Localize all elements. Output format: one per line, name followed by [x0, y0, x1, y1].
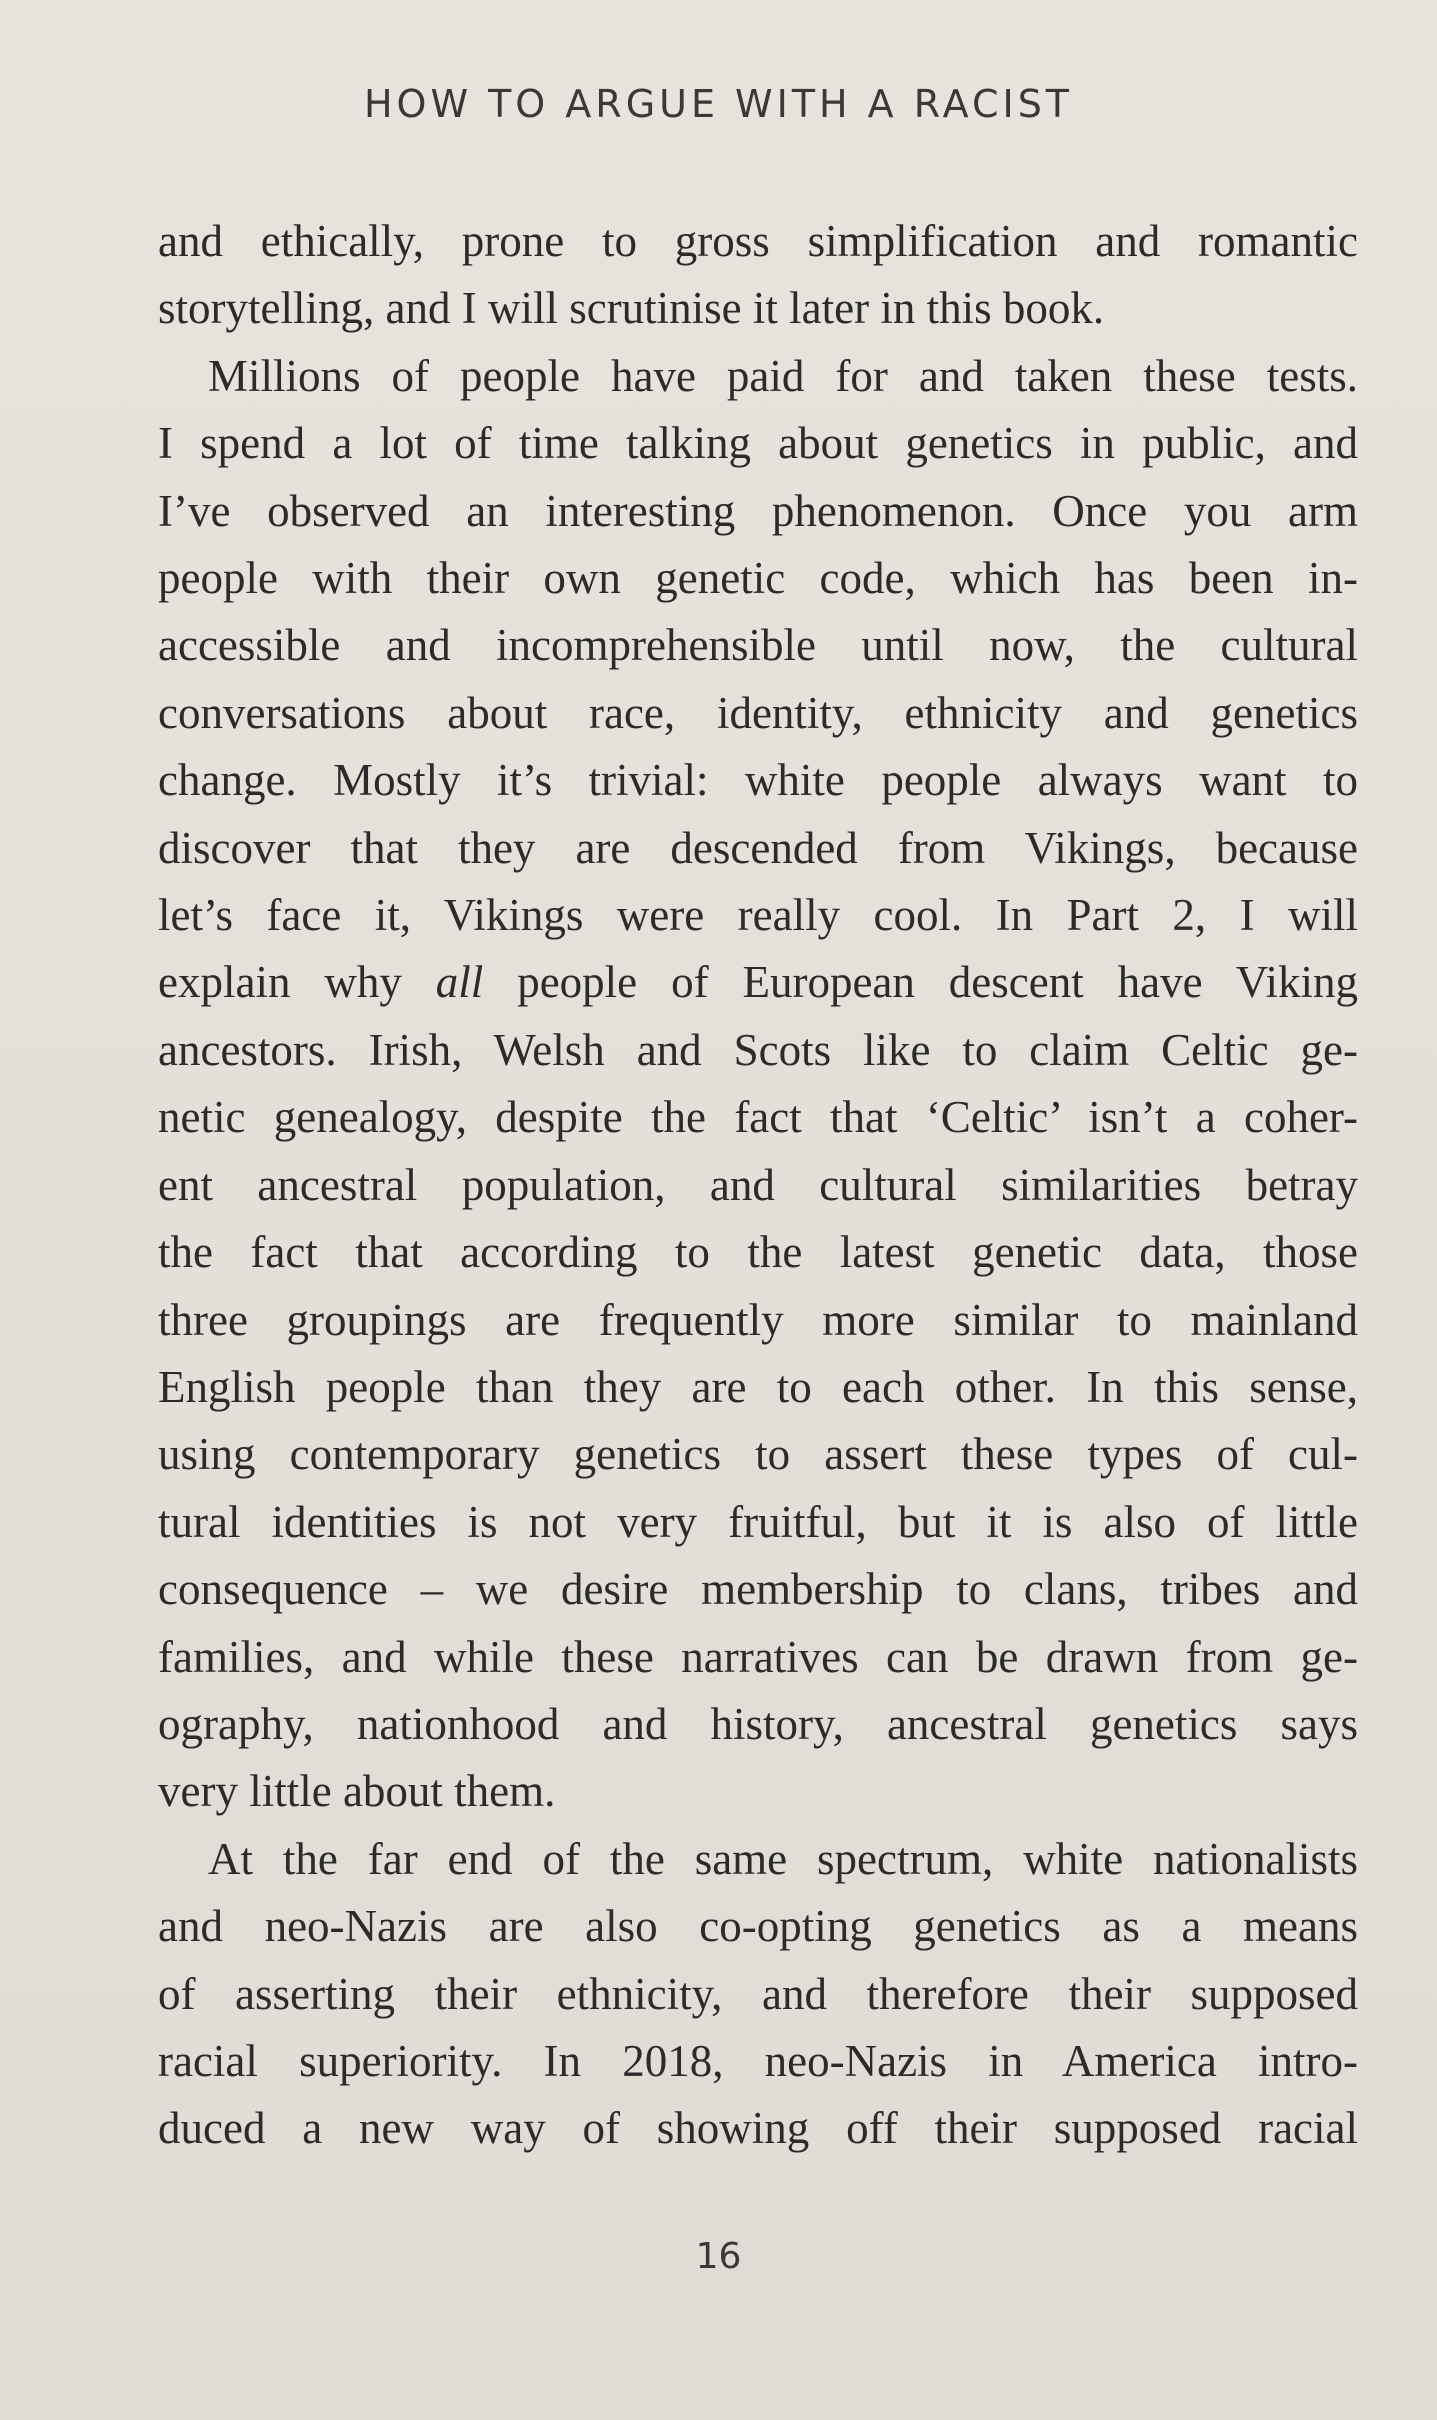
- text-line: ent ancestral population, and cultural similarities betray: [158, 1159, 1358, 1210]
- text-line: storytelling, and I will scrutinise it later in this book.: [158, 283, 1105, 334]
- body-text: [158, 208, 1358, 2163]
- text-line: very little about them.: [158, 1766, 556, 1817]
- text-line: let’s face it, Vikings were really cool. In Part 2, I will: [158, 890, 1358, 941]
- paragraph-2: [158, 343, 1358, 1826]
- text-line: duced a new way of showing off their supposed racial: [158, 2103, 1358, 2154]
- text-line: and neo-Nazis are also co-opting genetics as a means: [158, 1901, 1358, 1952]
- text-line: conversations about race, identity, ethnicity and genetics: [158, 687, 1358, 738]
- text-line: I spend a lot of time talking about genetics in public, and: [158, 418, 1358, 469]
- page-number: 16: [695, 2236, 742, 2277]
- text-line: accessible and incomprehensible until now, the cultural: [158, 620, 1358, 671]
- paragraph-3: [158, 1826, 1358, 2163]
- text-line: consequence – we desire membership to clans, tribes and: [158, 1564, 1358, 1615]
- text-line: and ethically, prone to gross simplification and romantic: [158, 216, 1358, 266]
- text-line: At the far end of the same spectrum, white nationalists: [208, 1833, 1358, 1884]
- text-line: netic genealogy, despite the fact that ‘Celtic’ isn’t a coher-: [158, 1092, 1358, 1143]
- text-line: Millions of people have paid for and taken these tests.: [208, 350, 1358, 401]
- text-line: of asserting their ethnicity, and therefore their supposed: [158, 1968, 1358, 2019]
- paragraph-1: [158, 208, 1358, 343]
- text-line: the fact that according to the latest genetic data, those: [158, 1227, 1358, 1278]
- text-line: tural identities is not very fruitful, but it is also of little: [158, 1496, 1358, 1547]
- text-segment: people of European descent have Viking: [483, 957, 1358, 1008]
- text-segment: explain why: [158, 957, 436, 1008]
- text-line: three groupings are frequently more similar to mainland: [158, 1294, 1358, 1345]
- text-line: English people than they are to each other. In this sense,: [158, 1361, 1358, 1412]
- running-head: HOW TO ARGUE WITH A RACIST: [363, 82, 1074, 126]
- text-line: I’ve observed an interesting phenomenon. Once you arm: [158, 485, 1358, 536]
- text-line: families, and while these narratives can be drawn from ge-: [158, 1631, 1358, 1682]
- text-line: change. Mostly it’s trivial: white people always want to: [158, 755, 1358, 806]
- text-line: using contemporary genetics to assert these types of cul-: [158, 1429, 1358, 1480]
- text-line: racial superiority. In 2018, neo-Nazis in America intro-: [158, 2035, 1358, 2086]
- text-line: ancestors. Irish, Welsh and Scots like to claim Celtic ge-: [158, 1024, 1358, 1075]
- text-line: discover that they are descended from Vikings, because: [158, 822, 1358, 873]
- text-line: [158, 949, 1358, 1016]
- text-line: ography, nationhood and history, ancestral genetics says: [158, 1698, 1358, 1749]
- text-line: people with their own genetic code, which has been in-: [158, 553, 1358, 604]
- italic-emphasis: all: [435, 957, 484, 1008]
